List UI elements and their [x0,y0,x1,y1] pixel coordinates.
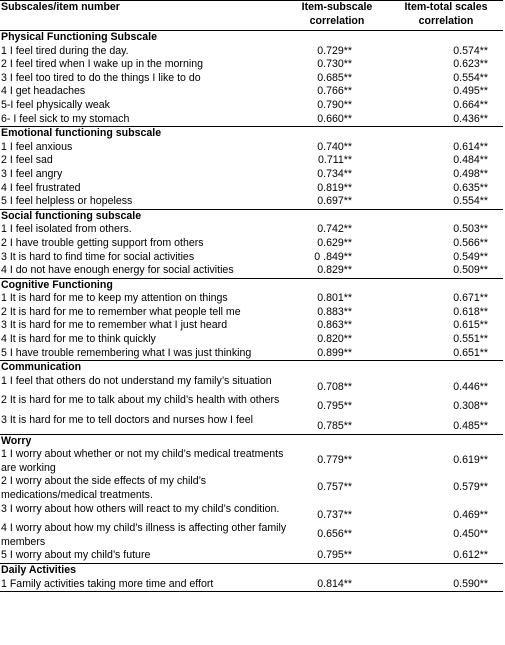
item-text: 5-I feel physically weak [1,98,110,111]
item-total-value: 0.615** [453,319,488,332]
bottom-rule [0,591,503,592]
item-total-value: 0.651** [453,346,488,359]
item-total-value: 0.495** [453,85,488,98]
item-subscale-value: 0.883** [317,305,352,318]
item-text: 1 I feel that others do not understand my family’s situation [1,374,272,387]
item-total-value: 0.619** [453,454,488,467]
item-subscale-value: 0.685** [317,71,352,84]
item-text: 2 I have trouble getting support from others [1,236,204,249]
section-title: Cognitive Functioning [1,278,113,291]
item-total-value: 0.450** [453,528,488,541]
item-subscale-value: 0.734** [317,167,352,180]
item-total-value: 0.574** [453,44,488,57]
item-total-value: 0.498** [453,167,488,180]
table-row [0,448,503,475]
item-total-value: 0.436** [453,112,488,125]
item-total-value: 0.554** [453,71,488,84]
table-row [0,113,503,127]
table-row [0,223,503,237]
table-row [0,251,503,265]
table-row [0,141,503,155]
table-row [0,85,503,99]
section-title: Physical Functioning Subscale [1,31,157,43]
item-subscale-value: 0.795** [317,549,352,562]
item-total-value: 0.446** [453,380,488,393]
item-total-value: 0.509** [453,264,488,277]
section-title: Worry [1,434,32,447]
item-subscale-value: 0.779** [317,454,352,467]
item-total-value: 0.485** [453,420,488,433]
table-row [0,578,503,592]
section-title: Emotional functioning subscale [1,127,162,140]
item-text: 5 I have trouble remembering what I was just thinking [1,346,252,359]
table-row [0,72,503,86]
section-title: Communication [1,361,82,374]
item-subscale-value: 0.795** [317,400,352,413]
item-text: 3 It is hard for me to tell doctors and nurses how I feel [1,414,254,427]
item-total-value: 0.623** [453,58,488,71]
table-row [0,182,503,196]
item-subscale-value: 0.814** [317,577,352,590]
table-header [0,1,503,30]
item-text: 6- I feel sick to my stomach [1,112,130,125]
table-row [0,375,503,395]
item-text: 4 I get headaches [1,85,86,98]
item-total-value: 0.484** [453,154,488,167]
item-subscale-value: 0.697** [317,195,352,208]
item-subscale-value: 0.740** [317,140,352,153]
item-subscale-value: 0.766** [317,85,352,98]
item-subscale-value: 0.757** [317,481,352,494]
item-subscale-value: 0.829** [317,264,352,277]
table-row [0,58,503,72]
item-subscale-value: 0.820** [317,333,352,346]
item-total-value: 0.308** [453,400,488,413]
item-text: 4 It is hard for me to think quickly [1,333,156,346]
item-text: 5 I worry about my child’s future [1,549,151,562]
header-item-subscale: Item-subscale correlation [301,1,373,27]
table-row [0,264,503,278]
item-subscale-value: 0.742** [317,223,352,236]
table-row [0,306,503,320]
table-row [0,475,503,502]
item-total-value: 0.549** [453,250,488,263]
table-row [0,45,503,59]
item-total-value: 0.614** [453,140,488,153]
item-total-value: 0.618** [453,305,488,318]
table-row [0,333,503,347]
item-total-value: 0.551** [453,333,488,346]
item-text: 1 I worry about whether or not my child’s medical treatments are working [1,448,284,474]
item-total-value: 0.612** [453,549,488,562]
item-text: 3 I feel too tired to do the things I like to do [1,71,201,84]
item-subscale-value: 0.656** [317,528,352,541]
item-total-value: 0.579** [453,481,488,494]
section-title: Social functioning subscale [1,209,142,222]
item-text: 3 I worry about how others will react to my child’s condition. [1,502,280,515]
item-total-value: 0.664** [453,98,488,111]
item-text: 2 It is hard for me to remember what people tell me [1,305,241,318]
table-body [0,30,503,591]
table-row [0,503,503,523]
item-subscale-value: 0.801** [317,292,352,305]
section-title: Daily Activities [1,563,76,576]
item-text: 2 I worry about the side effects of my child’s medications/medical treatments. [1,475,207,501]
item-total-value: 0.503** [453,223,488,236]
item-subscale-value: 0.629** [317,236,352,249]
table-row [0,154,503,168]
item-total-value: 0.671** [453,292,488,305]
item-subscale-value: 0.819** [317,181,352,194]
header-subscales: Subscales/item number [1,1,120,13]
item-total-value: 0.635** [453,181,488,194]
item-text: 4 I feel frustrated [1,181,81,194]
item-text: 1 Family activities taking more time and effort [1,577,214,590]
item-text: 1 I feel tired during the day. [1,44,129,57]
item-subscale-value: 0.729** [317,44,352,57]
item-text: 5 I feel helpless or hopeless [1,195,133,208]
item-subscale-value: 0.899** [317,346,352,359]
table-row [0,549,503,563]
item-text: 4 I do not have enough energy for social activities [1,264,234,277]
table-row [0,414,503,434]
table-row [0,522,503,549]
item-text: 2 I feel tired when I wake up in the morning [1,58,203,71]
table-row [0,237,503,251]
item-text: 2 I feel sad [1,154,53,167]
item-total-value: 0.554** [453,195,488,208]
item-text: 3 I feel angry [1,167,63,180]
table-row [0,292,503,306]
item-text: 1 I feel isolated from others. [1,223,132,236]
table-row [0,347,503,361]
table-row [0,394,503,414]
table-row [0,319,503,333]
header-item-total: Item-total scales correlation [404,1,488,27]
item-subscale-value: 0 .849** [314,250,352,263]
item-subscale-value: 0.708** [317,380,352,393]
item-text: 4 I worry about how my child’s illness is affecting other family members [1,522,287,548]
table-row [0,168,503,182]
item-subscale-value: 0.660** [317,112,352,125]
item-text: 1 I feel anxious [1,140,73,153]
item-subscale-value: 0.711** [318,154,352,167]
item-total-value: 0.469** [453,508,488,521]
item-subscale-value: 0.737** [317,508,352,521]
item-text: 2 It is hard for me to talk about my child’s health with others [1,394,280,407]
item-text: 3 It is hard for me to remember what I just heard [1,319,228,332]
item-subscale-value: 0.785** [317,420,352,433]
item-subscale-value: 0.730** [317,58,352,71]
item-text: 3 It is hard to find time for social activities [1,250,195,263]
item-text: 1 It is hard for me to keep my attention on things [1,292,228,305]
table-row [0,99,503,113]
item-total-value: 0.566** [453,236,488,249]
item-subscale-value: 0.790** [317,98,352,111]
item-subscale-value: 0.863** [317,319,352,332]
table-row [0,195,503,209]
item-total-value: 0.590** [453,577,488,590]
